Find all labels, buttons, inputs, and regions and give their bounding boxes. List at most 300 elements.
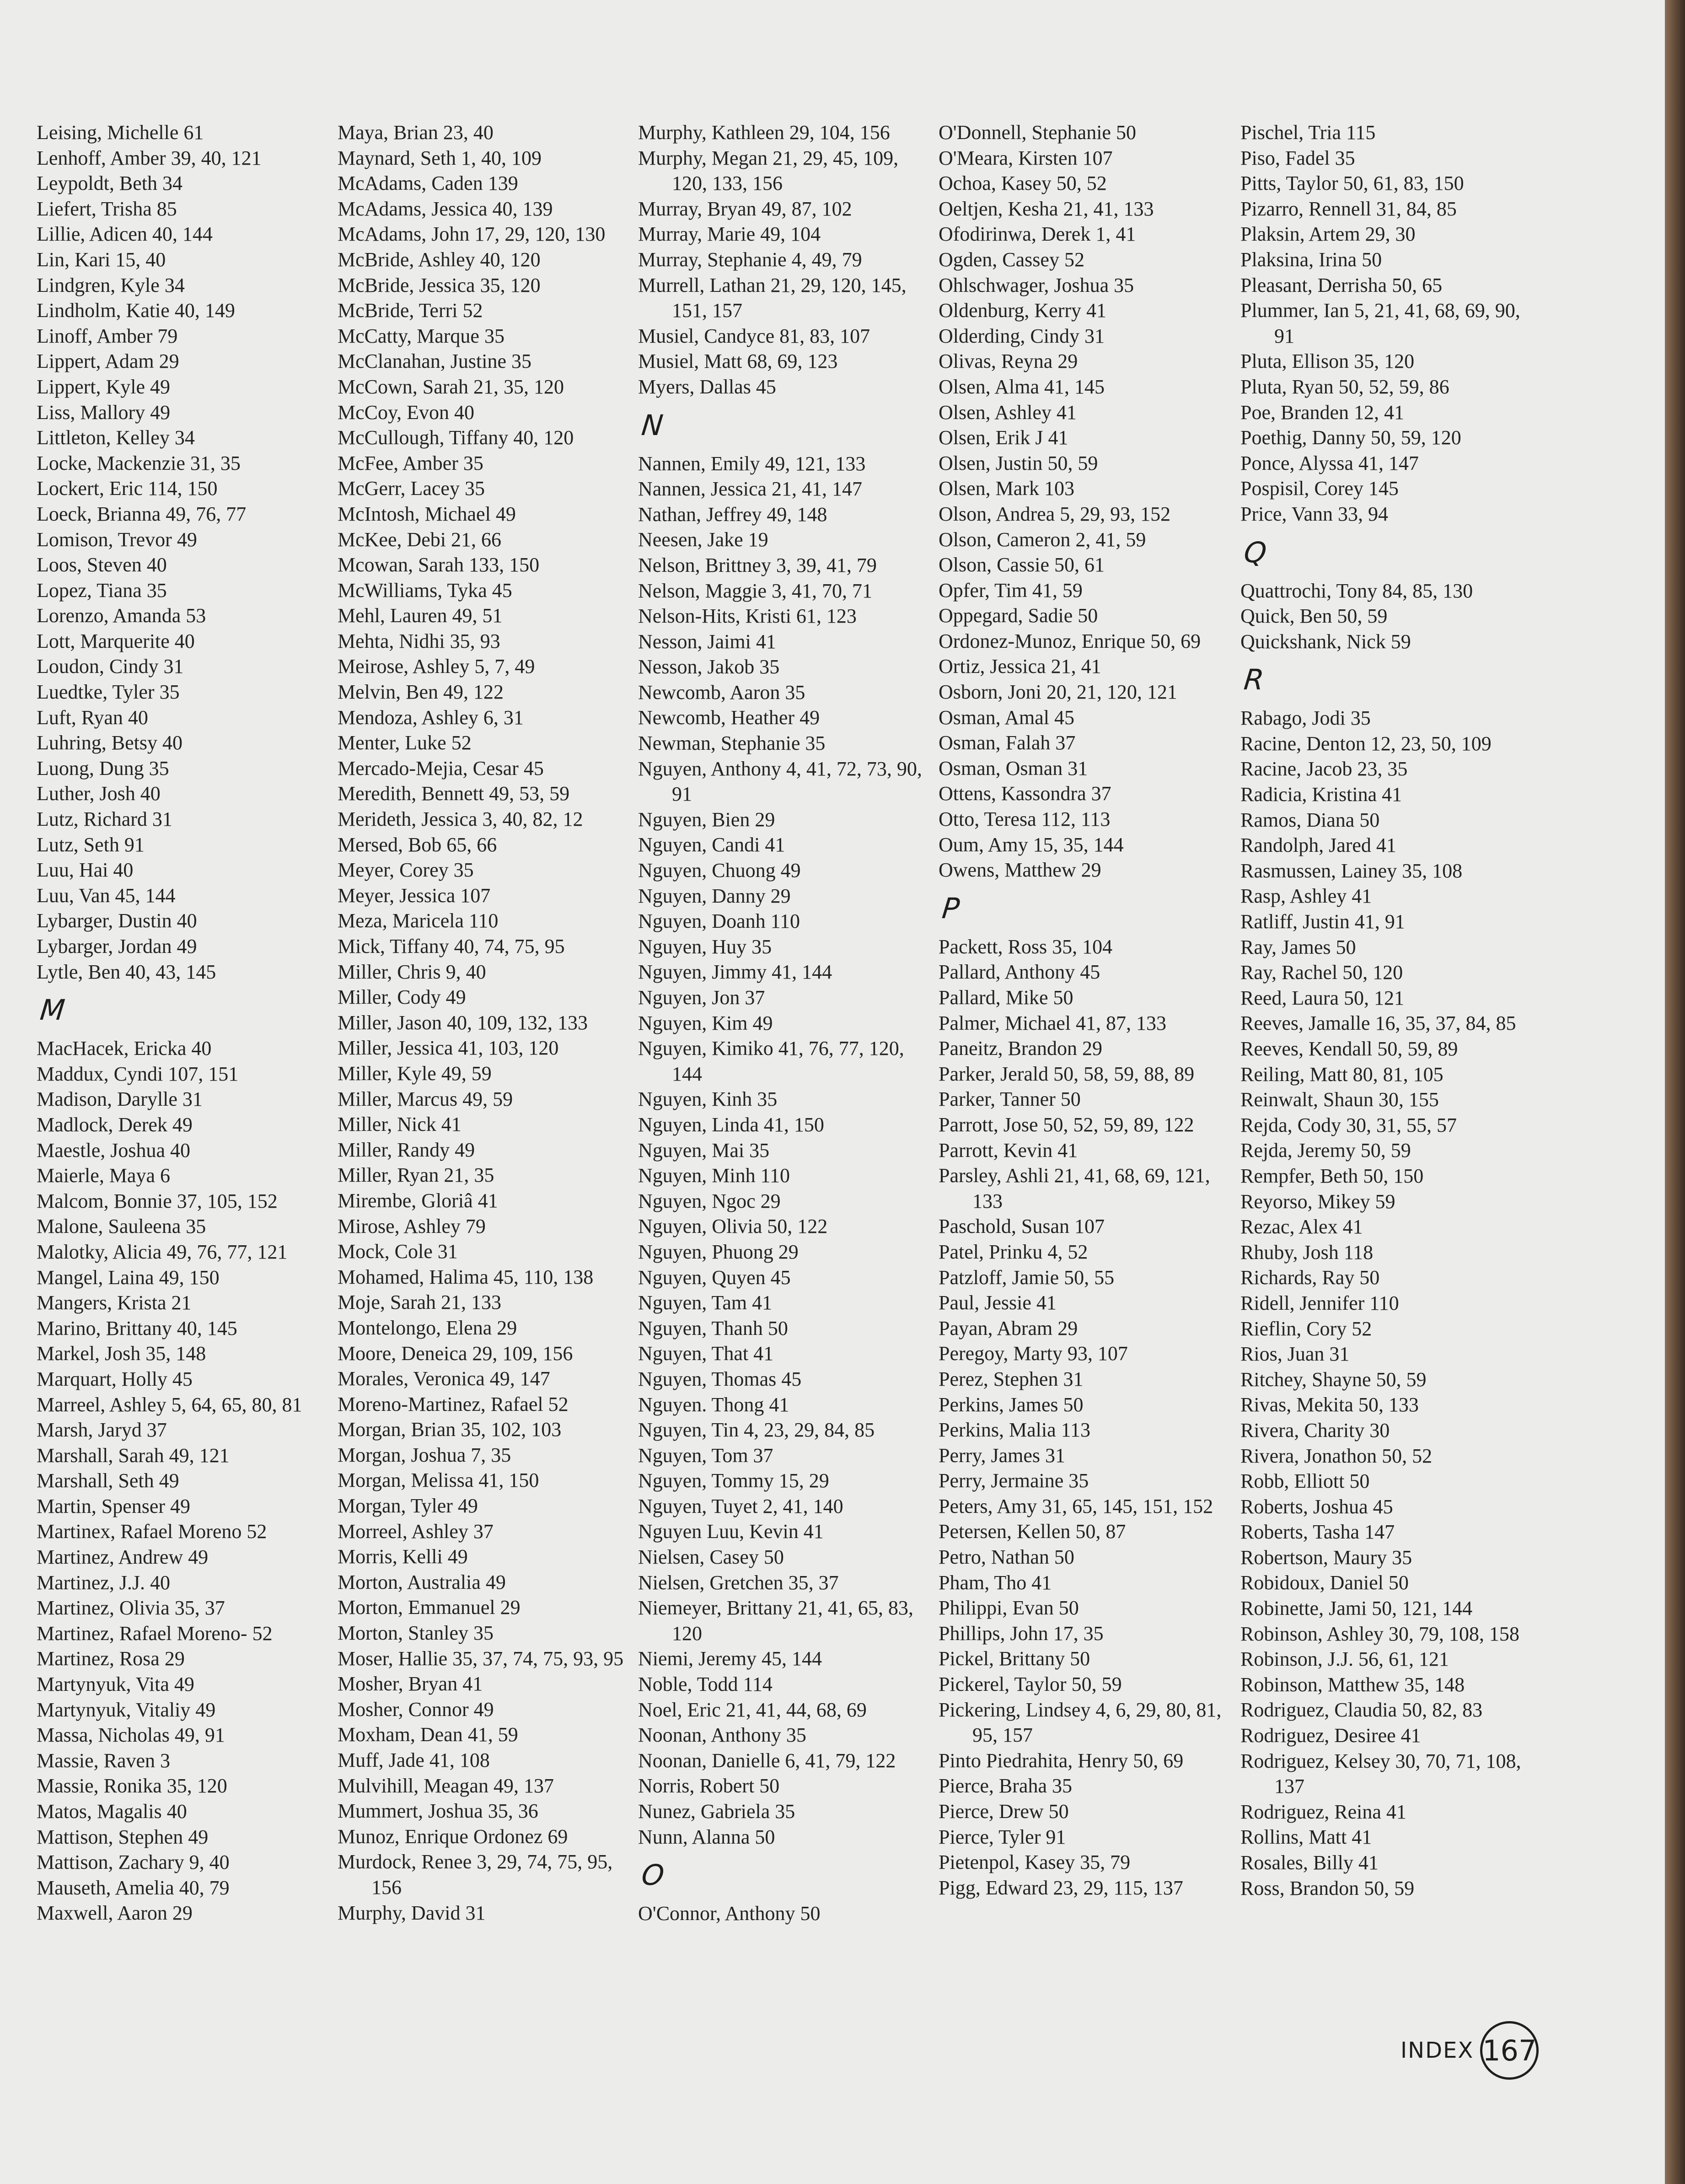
index-entry: Martynyuk, Vita 49	[37, 1673, 194, 1696]
index-entry: Newcomb, Heather 49	[638, 706, 820, 729]
index-entry: Patel, Prinku 4, 52	[939, 1240, 1088, 1263]
index-entry: Robinette, Jami 50, 121, 144	[1240, 1597, 1473, 1620]
index-entry: Pallard, Mike 50	[939, 986, 1073, 1009]
section-letter-heading: P	[940, 891, 961, 925]
index-entry: Osman, Amal 45	[939, 706, 1074, 729]
index-entry: O'Donnell, Stephanie 50	[939, 121, 1136, 144]
index-entry: Rosales, Billy 41	[1240, 1851, 1379, 1874]
index-entry: Ottens, Kassondra 37	[939, 782, 1111, 805]
index-entry: Nguyen, Tommy 15, 29	[638, 1469, 829, 1492]
index-entry: Luhring, Betsy 40	[37, 732, 182, 754]
index-entry: Morris, Kelli 49	[338, 1545, 468, 1568]
index-entry: Peregoy, Marty 93, 107	[939, 1342, 1128, 1365]
index-entry: Morgan, Tyler 49	[338, 1495, 478, 1517]
index-entry: Luedtke, Tyler 35	[37, 681, 180, 704]
index-entry: McGerr, Lacey 35	[338, 477, 485, 500]
index-entry: Rios, Juan 31	[1240, 1343, 1350, 1366]
index-entry: Munoz, Enrique Ordonez 69	[338, 1825, 568, 1848]
index-entry: Olson, Cassie 50, 61	[939, 554, 1105, 576]
index-entry: Nielsen, Gretchen 35, 37	[638, 1571, 839, 1594]
index-entry: Mauseth, Amelia 40, 79	[37, 1876, 230, 1899]
index-entry: Oldenburg, Kerry 41	[939, 299, 1106, 322]
index-entry: Luu, Van 45, 144	[37, 884, 176, 907]
index-entry: Niemi, Jeremy 45, 144	[638, 1647, 822, 1670]
index-entry: Malcom, Bonnie 37, 105, 152	[37, 1189, 278, 1212]
index-entry: Murray, Stephanie 4, 49, 79	[638, 248, 862, 271]
index-entry: Pigg, Edward 23, 29, 115, 137	[939, 1876, 1183, 1899]
index-entry: Olsen, Mark 103	[939, 477, 1074, 500]
section-letter-heading: Q	[1242, 535, 1268, 569]
index-entry: Ross, Brandon 50, 59	[1240, 1877, 1415, 1899]
index-entry: Loos, Steven 40	[37, 554, 167, 576]
index-entry: Otto, Teresa 112, 113	[939, 808, 1111, 831]
index-entry: McBride, Jessica 35, 120	[338, 274, 541, 296]
index-entry: Robinson, Matthew 35, 148	[1240, 1673, 1465, 1696]
index-entry: Lindholm, Katie 40, 149	[37, 299, 235, 322]
index-entry: Leising, Michelle 61	[37, 121, 204, 144]
index-entry: Pluta, Ellison 35, 120	[1240, 350, 1415, 373]
page-number-badge: 167	[1480, 2021, 1539, 2080]
index-entry: Pitts, Taylor 50, 61, 83, 150	[1240, 172, 1464, 195]
index-entry: Pierce, Tyler 91	[939, 1825, 1066, 1848]
index-entry: Poethig, Danny 50, 59, 120	[1240, 426, 1461, 449]
index-entry: Olson, Cameron 2, 41, 59	[939, 528, 1146, 551]
index-entry: Olderding, Cindy 31	[939, 324, 1105, 347]
index-entry: Ratliff, Justin 41, 91	[1240, 910, 1405, 933]
index-entry: Randolph, Jared 41	[1240, 834, 1396, 857]
index-entry: Opfer, Tim 41, 59	[939, 579, 1083, 602]
index-entry: Ordonez-Munoz, Enrique 50, 69	[939, 629, 1201, 652]
index-entry: Morton, Emmanuel 29	[338, 1596, 521, 1619]
index-entry: Nunez, Gabriela 35	[638, 1800, 795, 1823]
index-entry: Pinto Piedrahita, Henry 50, 69	[939, 1749, 1184, 1772]
index-entry: Rasp, Ashley 41	[1240, 885, 1372, 908]
index-entry: Racine, Jacob 23, 35	[1240, 758, 1408, 780]
index-entry: Perez, Stephen 31	[939, 1367, 1084, 1390]
index-entry: Mosher, Connor 49	[338, 1698, 494, 1721]
index-entry: Rezac, Alex 41	[1240, 1216, 1363, 1238]
index-entry: Nguyen, Tuyet 2, 41, 140	[638, 1495, 843, 1517]
index-entry: Mohamed, Halima 45, 110, 138	[338, 1265, 594, 1288]
index-entry: Murphy, Megan 21, 29, 45, 109, 120, 133, 156	[638, 146, 899, 195]
index-entry: Perry, Jermaine 35	[939, 1469, 1089, 1492]
index-entry: Leypoldt, Beth 34	[37, 172, 182, 195]
index-entry: Nguyen, Anthony 4, 41, 72, 73, 90, 91	[638, 757, 922, 806]
index-entry: Luther, Josh 40	[37, 782, 161, 805]
index-entry: Ortiz, Jessica 21, 41	[939, 655, 1101, 678]
index-entry: Maierle, Maya 6	[37, 1164, 170, 1187]
index-entry: McCullough, Tiffany 40, 120	[338, 426, 574, 449]
index-entry: Ogden, Cassey 52	[939, 248, 1084, 271]
index-entry: Meirose, Ashley 5, 7, 49	[338, 655, 535, 678]
index-entry: Paschold, Susan 107	[939, 1215, 1105, 1238]
index-entry: Mattison, Stephen 49	[37, 1825, 209, 1848]
index-entry: Roberts, Tasha 147	[1240, 1521, 1395, 1544]
index-entry: Ritchey, Shayne 50, 59	[1240, 1368, 1427, 1391]
index-entry: Mirose, Ashley 79	[338, 1215, 486, 1237]
section-letter-heading: R	[1242, 663, 1266, 697]
index-entry: Pickerel, Taylor 50, 59	[939, 1673, 1122, 1696]
index-entry: Nelson, Brittney 3, 39, 41, 79	[638, 554, 877, 576]
index-entry: Ohlschwager, Joshua 35	[939, 274, 1134, 296]
index-entry: Robb, Elliott 50	[1240, 1470, 1370, 1493]
index-entry: Reiling, Matt 80, 81, 105	[1240, 1063, 1444, 1086]
index-entry: Nguyen, Phuong 29	[638, 1240, 799, 1263]
index-entry: Oum, Amy 15, 35, 144	[939, 833, 1124, 856]
index-entry: Mangers, Krista 21	[37, 1291, 192, 1314]
index-entry: Miller, Ryan 21, 35	[338, 1164, 494, 1187]
index-entry: Palmer, Michael 41, 87, 133	[939, 1011, 1167, 1034]
index-entry: Mummert, Joshua 35, 36	[338, 1800, 538, 1823]
index-entry: Robidoux, Daniel 50	[1240, 1571, 1409, 1594]
index-entry: Melvin, Ben 49, 122	[338, 681, 504, 704]
index-entry: Miller, Marcus 49, 59	[338, 1087, 513, 1110]
index-entry: Newcomb, Aaron 35	[638, 681, 805, 704]
index-entry: Moser, Hallie 35, 37, 74, 75, 93, 95	[338, 1647, 624, 1670]
index-entry: Rivas, Mekita 50, 133	[1240, 1393, 1419, 1416]
index-entry: Reinwalt, Shaun 30, 155	[1240, 1088, 1439, 1111]
index-entry: Miller, Jessica 41, 103, 120	[338, 1037, 559, 1060]
index-entry: Martinez, Andrew 49	[37, 1546, 209, 1569]
index-entry: Murray, Bryan 49, 87, 102	[638, 197, 852, 220]
index-entry: McIntosh, Michael 49	[338, 502, 516, 525]
index-entry: Parker, Jerald 50, 58, 59, 88, 89	[939, 1062, 1195, 1085]
index-entry: Perry, James 31	[939, 1444, 1065, 1467]
section-letter-heading: N	[640, 408, 665, 442]
index-entry: Rabago, Jodi 35	[1240, 707, 1371, 730]
index-entry: Parker, Tanner 50	[939, 1088, 1081, 1111]
index-entry: Poe, Branden 12, 41	[1240, 401, 1405, 424]
index-entry: Nguyen, Linda 41, 150	[638, 1113, 824, 1136]
index-entry: Miller, Chris 9, 40	[338, 960, 486, 983]
index-entry: Rasmussen, Lainey 35, 108	[1240, 859, 1463, 882]
index-entry: Oppegard, Sadie 50	[939, 604, 1098, 627]
index-entry: Lillie, Adicen 40, 144	[37, 223, 213, 246]
index-entry: Mosher, Bryan 41	[338, 1673, 483, 1695]
index-entry: Perkins, James 50	[939, 1393, 1084, 1416]
index-entry: Montelongo, Elena 29	[338, 1316, 517, 1339]
index-entry: Madlock, Derek 49	[37, 1113, 193, 1136]
index-entry: Miller, Jason 40, 109, 132, 133	[338, 1011, 588, 1034]
index-entry: Nguyen, Kimiko 41, 76, 77, 120, 144	[638, 1037, 904, 1085]
index-entry: Nguyen, Candi 41	[638, 834, 785, 856]
index-entry: O'Meara, Kirsten 107	[939, 146, 1113, 169]
index-entry: Martinez, Olivia 35, 37	[37, 1597, 225, 1619]
index-entry: Parsley, Ashli 21, 41, 68, 69, 121, 133	[939, 1164, 1210, 1212]
index-entry: Markel, Josh 35, 148	[37, 1342, 206, 1365]
index-entry: McKee, Debi 21, 66	[338, 528, 502, 551]
index-entry: Petro, Nathan 50	[939, 1546, 1074, 1569]
index-entry: Lippert, Kyle 49	[37, 375, 171, 398]
index-entry: Locke, Mackenzie 31, 35	[37, 452, 241, 474]
index-column-3	[638, 120, 931, 1926]
index-entry: Malotky, Alicia 49, 76, 77, 121	[37, 1240, 288, 1263]
index-entry: Oeltjen, Kesha 21, 41, 133	[939, 197, 1154, 220]
index-entry: Marquart, Holly 45	[37, 1367, 193, 1390]
index-entry: Martinez, J.J. 40	[37, 1571, 171, 1594]
index-entry: Ray, James 50	[1240, 936, 1356, 958]
index-entry: Martinez, Rosa 29	[37, 1647, 185, 1670]
index-entry: Murphy, David 31	[338, 1901, 486, 1924]
index-entry: Lockert, Eric 114, 150	[37, 477, 218, 500]
index-entry: Mehl, Lauren 49, 51	[338, 604, 503, 627]
index-entry: Nguyen, Tin 4, 23, 29, 84, 85	[638, 1419, 875, 1442]
index-entry: Payan, Abram 29	[939, 1317, 1078, 1339]
index-entry: Reyorso, Mikey 59	[1240, 1190, 1395, 1213]
index-entry: Mick, Tiffany 40, 74, 75, 95	[338, 935, 565, 958]
index-entry: Noble, Todd 114	[638, 1673, 773, 1696]
index-entry: Pickering, Lindsey 4, 6, 29, 80, 81, 95, 157	[939, 1698, 1222, 1747]
index-entry: Ochoa, Kasey 50, 52	[939, 172, 1107, 195]
index-entry: Pham, Tho 41	[939, 1571, 1052, 1594]
index-entry: Miller, Kyle 49, 59	[338, 1062, 492, 1085]
index-entry: Pallard, Anthony 45	[939, 961, 1100, 984]
index-entry: Rempfer, Beth 50, 150	[1240, 1164, 1424, 1187]
index-entry: Petersen, Kellen 50, 87	[939, 1520, 1126, 1543]
index-entry: Morreel, Ashley 37	[338, 1520, 494, 1543]
index-entry: Moxham, Dean 41, 59	[338, 1723, 518, 1746]
index-entry: Rodriguez, Kelsey 30, 70, 71, 108, 137	[1240, 1749, 1521, 1798]
index-entry: Plaksina, Irina 50	[1240, 248, 1382, 271]
index-entry: Liefert, Trisha 85	[37, 197, 177, 220]
index-entry: Rejda, Jeremy 50, 59	[1240, 1139, 1411, 1162]
index-entry: Malone, Sauleena 35	[37, 1215, 206, 1238]
index-entry: Marsh, Jaryd 37	[37, 1419, 167, 1442]
index-entry: Ofodirinwa, Derek 1, 41	[939, 223, 1136, 246]
index-entry: Matos, Magalis 40	[37, 1800, 187, 1823]
index-entry: Nguyen, Ngoc 29	[638, 1189, 781, 1212]
index-entry: Robinson, Ashley 30, 79, 108, 158	[1240, 1622, 1519, 1645]
index-entry: Peters, Amy 31, 65, 145, 151, 152	[939, 1495, 1213, 1517]
index-entry: Maddux, Cyndi 107, 151	[37, 1062, 239, 1085]
index-entry: Patzloff, Jamie 50, 55	[939, 1266, 1115, 1289]
index-entry: Ponce, Alyssa 41, 147	[1240, 452, 1419, 474]
index-entry: Quickshank, Nick 59	[1240, 630, 1411, 653]
index-entry: McClanahan, Justine 35	[338, 350, 532, 373]
index-entry: Nannen, Emily 49, 121, 133	[638, 452, 866, 475]
index-entry: Nguyen, Chuong 49	[638, 859, 801, 882]
index-entry: Massa, Nicholas 49, 91	[37, 1724, 225, 1747]
index-entry: Massie, Ronika 35, 120	[37, 1775, 227, 1797]
index-entry: Morton, Stanley 35	[338, 1622, 494, 1645]
index-entry: Luu, Hai 40	[37, 859, 134, 882]
index-entry: Olsen, Justin 50, 59	[939, 452, 1098, 474]
index-entry: Paul, Jessie 41	[939, 1291, 1057, 1314]
index-entry: Lybarger, Dustin 40	[37, 909, 197, 932]
index-entry: Pischel, Tria 115	[1240, 121, 1376, 144]
index-entry: Lippert, Adam 29	[37, 350, 179, 373]
index-entry: Parrott, Jose 50, 52, 59, 89, 122	[939, 1113, 1194, 1136]
index-entry: Nguyen, Thomas 45	[638, 1367, 802, 1390]
index-entry: Noonan, Danielle 6, 41, 79, 122	[638, 1749, 896, 1772]
index-entry: Merideth, Jessica 3, 40, 82, 12	[338, 808, 583, 831]
index-entry: Littleton, Kelley 34	[37, 426, 195, 449]
index-entry: Nesson, Jaimi 41	[638, 630, 776, 653]
index-entry: Perkins, Malia 113	[939, 1419, 1090, 1442]
index-entry: Lin, Kari 15, 40	[37, 248, 166, 271]
index-entry: Rivera, Charity 30	[1240, 1419, 1390, 1442]
index-entry: Morales, Veronica 49, 147	[338, 1367, 550, 1390]
index-entry: Noonan, Anthony 35	[638, 1724, 806, 1747]
index-entry: Norris, Robert 50	[638, 1775, 780, 1797]
index-entry: Noel, Eric 21, 41, 44, 68, 69	[638, 1698, 867, 1721]
index-entry: Pierce, Drew 50	[939, 1800, 1069, 1823]
index-entry: Piso, Fadel 35	[1240, 146, 1355, 169]
index-entry: Olsen, Ashley 41	[939, 401, 1077, 424]
index-entry: Paneitz, Brandon 29	[939, 1037, 1103, 1060]
index-entry: Mirembe, Gloriâ 41	[338, 1189, 498, 1212]
index-entry: McAdams, Jessica 40, 139	[338, 197, 553, 220]
index-entry: Osman, Falah 37	[939, 732, 1076, 754]
index-entry: Lenhoff, Amber 39, 40, 121	[37, 146, 262, 169]
index-entry: Lindgren, Kyle 34	[37, 274, 185, 296]
index-entry: McWilliams, Tyka 45	[338, 579, 512, 602]
index-label: INDEX	[1401, 2038, 1474, 2063]
index-entry: Murdock, Renee 3, 29, 74, 75, 95, 156	[338, 1850, 613, 1899]
index-entry: Rivera, Jonathon 50, 52	[1240, 1444, 1433, 1467]
index-entry: Nguyen, Bien 29	[638, 808, 775, 831]
index-entry: McCatty, Marque 35	[338, 324, 504, 347]
index-entry: Martinez, Rafael Moreno- 52	[37, 1622, 273, 1645]
index-entry: Olsen, Erik J 41	[939, 426, 1068, 449]
index-entry: Pietenpol, Kasey 35, 79	[939, 1851, 1131, 1874]
index-entry: Nguyen, Tom 37	[638, 1444, 773, 1467]
index-entry: Maestle, Joshua 40	[37, 1139, 191, 1162]
index-entry: Miller, Nick 41	[338, 1113, 461, 1136]
index-entry: Mendoza, Ashley 6, 31	[338, 706, 524, 729]
index-entry: Nguyen, Doanh 110	[638, 910, 800, 933]
index-entry: Nguyen, Minh 110	[638, 1164, 790, 1187]
index-entry: Nguyen, Mai 35	[638, 1139, 770, 1162]
index-entry: Neesen, Jake 19	[638, 528, 768, 551]
index-entry: Reeves, Jamalle 16, 35, 37, 84, 85	[1240, 1012, 1516, 1035]
index-entry: Nguyen, Quyen 45	[638, 1266, 791, 1289]
index-entry: Linoff, Amber 79	[37, 324, 178, 347]
index-entry: Nguyen, Tam 41	[638, 1291, 773, 1314]
index-entry: Meyer, Corey 35	[338, 859, 474, 882]
index-entry: McFee, Amber 35	[338, 452, 483, 474]
index-entry: Quick, Ben 50, 59	[1240, 605, 1388, 628]
index-entry: Racine, Denton 12, 23, 50, 109	[1240, 732, 1492, 755]
index-entry: McCoy, Evon 40	[338, 401, 475, 424]
index-entry: Pleasant, Derrisha 50, 65	[1240, 274, 1443, 296]
index-entry: McBride, Terri 52	[338, 299, 483, 322]
index-entry: Muff, Jade 41, 108	[338, 1749, 490, 1771]
index-entry: Osborn, Joni 20, 21, 120, 121	[939, 681, 1177, 704]
index-entry: Pierce, Braha 35	[939, 1775, 1072, 1797]
index-entry: Ramos, Diana 50	[1240, 808, 1380, 831]
index-entry: Maynard, Seth 1, 40, 109	[338, 146, 542, 169]
index-entry: Mersed, Bob 65, 66	[338, 833, 497, 856]
index-entry: Murphy, Kathleen 29, 104, 156	[638, 121, 890, 144]
index-entry: Plaksin, Artem 29, 30	[1240, 223, 1416, 246]
index-entry: Pickel, Brittany 50	[939, 1647, 1090, 1670]
index-entry: Nguyen, Thanh 50	[638, 1317, 788, 1339]
index-entry: Nelson-Hits, Kristi 61, 123	[638, 605, 857, 628]
index-entry: Nguyen, That 41	[638, 1342, 774, 1365]
index-entry: Lutz, Seth 91	[37, 833, 145, 856]
index-entry: Maxwell, Aaron 29	[37, 1902, 193, 1925]
index-entry: Mattison, Zachary 9, 40	[37, 1851, 230, 1874]
index-entry: Marino, Brittany 40, 145	[37, 1317, 237, 1339]
index-entry: Lybarger, Jordan 49	[37, 935, 197, 958]
index-entry: Lopez, Tiana 35	[37, 579, 167, 602]
index-entry: Rhuby, Josh 118	[1240, 1241, 1374, 1264]
index-entry: Richards, Ray 50	[1240, 1266, 1380, 1289]
index-entry: Plummer, Ian 5, 21, 41, 68, 69, 90, 91	[1240, 299, 1520, 347]
index-entry: Lott, Marquerite 40	[37, 629, 195, 652]
index-entry: Philippi, Evan 50	[939, 1597, 1079, 1619]
index-entry: Reeves, Kendall 50, 59, 89	[1240, 1038, 1458, 1060]
index-entry: Lorenzo, Amanda 53	[37, 604, 206, 627]
index-entry: Myers, Dallas 45	[638, 375, 776, 398]
index-entry: Lutz, Richard 31	[37, 808, 172, 831]
index-entry: Olivas, Reyna 29	[939, 350, 1078, 373]
section-letter-heading: M	[38, 993, 67, 1027]
index-entry: Nguyen, Huy 35	[638, 935, 772, 958]
index-entry: Mcowan, Sarah 133, 150	[338, 554, 540, 576]
index-entry: Nguyen, Jon 37	[638, 986, 765, 1009]
index-entry: Musiel, Candyce 81, 83, 107	[638, 324, 870, 347]
index-entry: Nguyen, Danny 29	[638, 884, 791, 907]
index-entry: Olsen, Alma 41, 145	[939, 375, 1105, 398]
index-entry: Luong, Dung 35	[37, 757, 169, 780]
index-entry: Miller, Randy 49	[338, 1138, 475, 1161]
index-entry: Rodriguez, Claudia 50, 82, 83	[1240, 1699, 1483, 1721]
index-entry: Luft, Ryan 40	[37, 706, 148, 729]
index-entry: Murrell, Lathan 21, 29, 120, 145, 151, 157	[638, 274, 907, 322]
index-entry: Lytle, Ben 40, 43, 145	[37, 960, 216, 983]
index-entry: Morgan, Joshua 7, 35	[338, 1443, 511, 1466]
index-entry: Rieflin, Cory 52	[1240, 1317, 1372, 1340]
index-entry: Madison, Darylle 31	[37, 1088, 203, 1111]
index-entry: McBride, Ashley 40, 120	[338, 248, 541, 271]
index-entry: Quattrochi, Tony 84, 85, 130	[1240, 579, 1473, 602]
index-entry: Price, Vann 33, 94	[1240, 502, 1389, 525]
index-entry: Ridell, Jennifer 110	[1240, 1291, 1399, 1314]
index-entry: Owens, Matthew 29	[939, 859, 1101, 882]
index-entry: Mulvihill, Meagan 49, 137	[338, 1774, 554, 1797]
index-entry: Nielsen, Casey 50	[638, 1546, 784, 1569]
page-footer	[1401, 2021, 1539, 2080]
index-entry: Nathan, Jeffrey 49, 148	[638, 503, 827, 526]
index-entry: Musiel, Matt 68, 69, 123	[638, 350, 838, 373]
index-entry: Niemeyer, Brittany 21, 41, 65, 83, 120	[638, 1597, 913, 1645]
index-entry: McAdams, Caden 139	[338, 172, 518, 195]
index-entry: Martynyuk, Vitaliy 49	[37, 1698, 216, 1721]
index-entry: Nguyen, Jimmy 41, 144	[638, 961, 832, 984]
index-entry: Nelson, Maggie 3, 41, 70, 71	[638, 579, 873, 602]
index-entry: Menter, Luke 52	[338, 732, 472, 754]
index-entry: Massie, Raven 3	[37, 1749, 171, 1772]
index-column-2	[338, 120, 630, 1926]
index-entry: Nannen, Jessica 21, 41, 147	[638, 478, 863, 500]
index-entry: Moje, Sarah 21, 133	[338, 1291, 502, 1314]
index-entry: Morgan, Brian 35, 102, 103	[338, 1418, 562, 1441]
index-entry: Mock, Cole 31	[338, 1240, 458, 1263]
index-entry: Nesson, Jakob 35	[638, 656, 780, 678]
index-entry: Nguyen. Thong 41	[638, 1393, 789, 1416]
index-entry: Marshall, Seth 49	[37, 1469, 179, 1492]
index-entry: Roberts, Joshua 45	[1240, 1495, 1393, 1518]
index-entry: Packett, Ross 35, 104	[939, 935, 1113, 958]
index-entry: Maya, Brian 23, 40	[338, 121, 494, 144]
index-entry: Mehta, Nidhi 35, 93	[338, 629, 500, 652]
index-entry: Pluta, Ryan 50, 52, 59, 86	[1240, 375, 1449, 398]
index-entry: Robertson, Maury 35	[1240, 1546, 1412, 1569]
index-entry: McAdams, John 17, 29, 120, 130	[338, 223, 606, 246]
index-column-5	[1240, 120, 1533, 1901]
